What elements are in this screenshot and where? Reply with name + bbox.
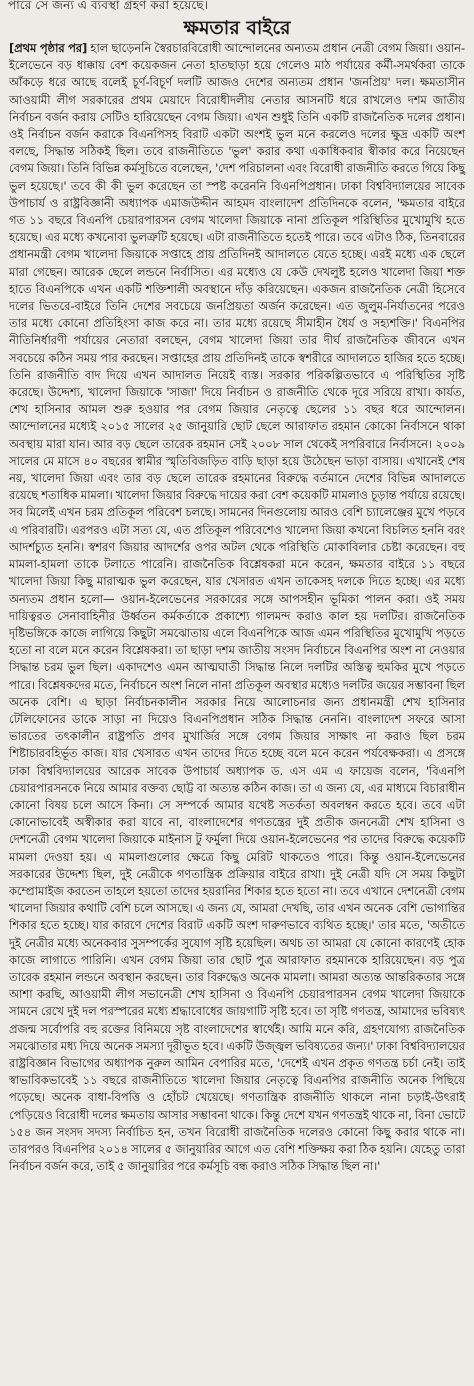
previous-article-last-line: পারে সে জন্য এ ব্যবস্থা গ্রহণ করা হয়েছে।: [8, 0, 208, 12]
previous-article-fragment: [0, 0, 474, 14]
continuation-tag: [প্রথম পৃষ্ঠার পর]: [9, 41, 88, 55]
article-body: [9, 40, 465, 1175]
article-headline: ক্ষমতার বাইরে: [183, 17, 291, 39]
article-paragraph: [9, 40, 465, 1175]
article-text: হাল ছাড়েননি স্বৈরচারবিরোধী আন্দোলনের অন্যতম প্রধান নেত্রী বেগম জিয়া। ওয়ান-ইলেভেনে বড় ধাক্কায় বেশ কয়েকজন নেতা হাতছাড়া হয়ে গেলেও মাঠ পর্যায়ের কর্মী-সমর্থকরা তাকে আঁকড়ে ধরে আছে বলেই চূর্ণ-বিচূর্ণ দলটি আজও দেশের অন্যতম প্রধান 'জনপ্রিয়' দল। ক্ষমতাসীন আওয়ামী লীগ সরকারের প্রথম মেয়াদে বিরোধীদলীয় নেতার আসনটি ধরে রাখলেও দশম জাতীয় নির্বাচন বর্জন করায় সেটিও হারিয়েছেন বেগম জিয়া। এখন শুধুই তিনি একটি রাজনৈতিক দলের প্রধান। ওই নির্বাচন বর্জন করাকে বিএনপিসহ বিরাট একটা অংশই ভুল মনে করলেও দলের ক্ষুদ্র একটি অংশ বলছে, সিদ্ধান্ত সঠিকই ছিল। তবে রাজনীতিতে 'ভুল' করার কথা একাধিকবার স্বীকার করে নিয়েছেন বেগম জিয়া। তিনি বিভিন্ন কর্মসূচিতে বলেছেন, 'দেশ পরিচালনা এবং বিরোধী রাজনীতি করতে গিয়ে কিছু ভুল হয়েছে।' তবে কী কী ভুল করেছেন তা স্পষ্ট করেননি বিএনপিপ্রধান। ঢাকা বিশ্ববিদ্যালয়ের সাবেক উপাচার্য ও রাষ্ট্রবিজ্ঞানী অধ্যাপক এমাজউদ্দীন আহমদ বাংলাদেশ প্রতিদিনকে বলেন, 'ক্ষমতার বাইরে গত ১১ বছরে বিএনপি চেয়ারপারসন বেগম খালেদা জিয়াকে নানা প্রতিকূল পরিস্থিতির মুখোমুখি হতে হয়েছে। এর মধ্যে কখনোবা ভুলত্রুটি হয়েছে। এটা রাজনীতিতে হতেই পারে। তবে এটাও ঠিক, তিনবারের প্রধানমন্ত্রী বেগম খালেদা জিয়াকে সপ্তাহে প্রায় প্রতিদিনই আদালতে যেতে হচ্ছে। এরই মধ্যে এক ছেলে মারা গেছেন। আরেক ছেলে লন্ডনে নির্বাসিত। এর মধ্যেও যে কেউ দেখলুষ্ট হলেও খালেদা জিয়া শক্ত হাতে বিএনপিকে এখন একটি শক্তিশালী অবস্থানে দাঁড় করিয়েছেন। একজন রাজনৈতিক নেত্রী হিসেবে দলের ভিতরে-বাইরে তিনি দেশের সবচেয়ে জনপ্রিয়তা অর্জন করেছেন। এত জুলুম-নির্যাতনের পরেও তার মধ্যে কোনো প্রতিহিংসা কাজ করে না। তার মধ্যে রয়েছে সীমাহীন ধৈর্য ও সহ্যশক্তি।' বিএনপির নীতিনির্ধারণী পর্যায়ের নেতারা বলছেন, বেগম খালেদা জিয়া তার দীর্ঘ রাজনৈতিক জীবনে এখন সবচেয়ে কঠিন সময় পার করছেন। সপ্তাহের প্রায় প্রতিদিনই তাকে স্বশরীরে আদালতে হাজির হতে হচ্ছে। তিনি রাজনীতি বাদ দিয়ে এখন আদালত নিয়েই ব্যস্ত। সরকার পরিকল্পিতভাবে এ পরিস্থিতির সৃষ্টি করেছে। উদ্দেশ্য, খালেদা জিয়াকে 'সাজা' দিয়ে নির্বাচন ও রাজনীতি থেকে দূরে সরিয়ে রাখা। কার্যত, শেখ হাসিনার আমল শুরু হওয়ার পর বেগম জিয়ার নেতৃত্বে ছেলের ১১ বছর ধরে আন্দোলন। আন্দোলনের মধ্যেই ২০১৫ সালের ২৫ জানুয়ারি ছোট ছেলে আরাফাত রহমান কোকো নির্বাসনে থাকা অবস্থায় মারা যান। আর বড় ছেলে তারেক রহমান সেই ২০০৮ সাল থেকেই সপরিবারে নির্বাসনে। ২০০৯ সালের মে মাসে ৪০ বছরের স্বামীর স্মৃতিবিজড়িত বাড়ি ছাড়া হয়ে উঠেছেন ভাড়া বাসায়। এখানেই শেষ নয়, খালেদা জিয়া এবং তার বড় ছেলে তারেক রহমানের বিরুদ্ধে বর্তমানে দেশের বিভিন্ন আদালতে রয়েছে শতাধিক মামলা। খালেদা জিয়ার বিরুদ্ধে দায়ের করা বেশ কয়েকটি মামলাও চূড়ান্ত পর্যায়ে রয়েছে। সব মিলেই এখন চরম প্রতিকূল পরিবেশ চলছে। সামনের দিনগুলোয় আরও বেশি চ্যালেঞ্জের মুখে পড়বে এ পরিবারটি। এরপরও এটা সত্য যে, এত প্রতিকূল পরিবেশেও খালেদা জিয়া কখনো বিচলিত হননি বরং আদর্শচ্যুত হননি। স্বশরণ জিয়ার আদর্শের ওপর অটল থেকে পরিস্থিতি মোকাবিলার চেষ্টা করেছেন। বহু মামলা-হামলা তাকে টলাতে পারেনি। রাজনৈতিক বিশ্লেষকরা মনে করেন, ক্ষমতার বাইরে ১১ বছরে খালেদা জিয়া কিছু মারাত্মক ভুল করেছেন, যার খেসারত এখন তাকেসহ দলকে দিতে হচ্ছে। এর মধ্যে অন্যতম প্রধান হলো— ওয়ান-ইলেভেনের সরকারের সঙ্গে আপসহীন ভূমিকা পালন করা। ওই সময় দায়িত্বরত সেনাবাহিনীর উর্ধ্বতন কর্মকর্তাকে প্রকাশ্যে গালমন্দ করাও কাল হয় দলটির। রাজনৈতিক দৃষ্টিভঙ্গিকে কাজে লাগিয়ে কিছুটা সমঝোতায় এলে বিএনপিকে আজ এমন পরিস্থিতির মুখোমুখি পড়তে হতো না বলে মনে করেন বিশ্লেষকরা। তা ছাড়া দশম জাতীয় সংসদ নির্বাচনে বিএনপির অংশ না নেওয়ার সিদ্ধান্ত চরম ভুল ছিল। একাদশেও এমন আত্মঘাতী সিদ্ধান্ত নিলে দলটির অস্তিত্ব হুমকির মুখে পড়তে পারে। বিশ্লেষকদের মতে, নির্বাচনে অংশ নিলে নানা প্রতিকূল অবস্থার মধ্যেও দলটির জয়ের সম্ভাবনা ছিল অনেক বেশি। এ ছাড়া নির্বাচনকালীন সরকার নিয়ে আলোচনার জন্য প্রধানমন্ত্রী শেখ হাসিনার টেলিফোনের ডাকে সাড়া না দিয়েও বিএনপিপ্রধান সঠিক সিদ্ধান্ত নেননি। বাংলাদেশ সফরে আসা ভারতের তৎকালীন রাষ্ট্রপতি প্রণব মুখার্জির সঙ্গে বেগম জিয়ার সাক্ষাৎ না করাও ছিল চরম শিষ্টাচারবহির্ভূত কাজ। যার খেসারত এখন তাদের দিতে হচ্ছে বলে মনে করেন পর্যবেক্ষকরা। এ প্রসঙ্গে ঢাকা বিশ্ববিদ্যালয়ের আরেক সাবেক উপাচার্য অধ্যাপক ড. এস এম এ ফায়েজ বলেন, 'বিএনপি চেয়ারপারসনকে নিয়ে আমার বক্তব্য ছোট্ট বা অত্যন্ত কঠিন কাজ। তা এ জন্য যে, এর মাধ্যমে বিচারাধীন কোনো বিষয় চলে আসে কিনা। সে সম্পর্কে আমার যথেষ্ট সতর্কতা অবলম্বন করতে হবে। তবে এটা কোনোভাবেই অস্বীকার করা যাবে না, বাংলাদেশের গণতন্ত্রের দুই প্রতীক জননেত্রী শেখ হাসিনা ও দেশনেত্রী বেগম খালেদা জিয়াকে মাইনাস টু ফর্মুলা দিয়ে ওয়ান-ইলেভেনের পর তাদের বিরুদ্ধে কয়েকটি মামলা দেওয়া হয়। এ মামলাগুলোর ক্ষেত্রে কিছু মেরিট থাকতেও পারে। কিন্তু ওয়ান-ইলেভেনের সরকারের উদ্দেশ্য ছিল, দুই নেত্রীকে গণতান্ত্রিক প্রক্রিয়ার বাইরে রাখা। দুই নেত্রী যদি সে সময় কিছুটা কম্প্রোমাইজ করতেন তাহলে হয়তো তাদের হয়রানির শিকার হতে হতো না। তবে এখানে দেশনেত্রী বেগম খালেদা জিয়ার কথাটি বেশি চলে আসছে। এ জন্য যে, আমরা দেখছি, তার এখন অনেক বেশি ভোগান্তির শিকার হতে হচ্ছে। যার কারণে দেশের বিরাট একটি অংশ দারুণভাবে ব্যথিত হচ্ছে।' তার মতে, 'অতীতে দুই নেত্রীর মধ্যে অনেকবার সুসম্পর্কের সুযোগ সৃষ্টি হয়েছিল। অথচ তা আমরা যে কোনো কারণেই হোক কাজে লাগাতে পারিনি। এখন বেগম জিয়া তার ছোট পুত্র আরাফাত রহমানকে হারিয়েছেন। বড় পুত্র তারেক রহমান লন্ডনে অবস্থান করছেন। তার বিরুদ্ধেও অনেক মামলা। আমরা অত্যন্ত আন্তরিকতার সঙ্গে আশা করছি, আওয়ামী লীগ সভানেত্রী শেখ হাসিনা ও বিএনপি চেয়ারপারসন বেগম খালেদা জিয়াকে সামনে রেখে দুই দল পরস্পরের মধ্যে শ্রদ্ধাবোধের জায়গাটি সৃষ্টি হবে। তা সৃষ্টি গণতন্ত্র, আমাদের ভবিষ্যৎ প্রজন্ম সর্বোপরি বহু রক্তের বিনিময়ে সৃষ্ট বাংলাদেশের স্বার্থেই। আমি মনে করি, গ্রহণযোগ্য রাজনৈতিক সমঝোতার মধ্য দিয়ে অনেক সমস্যা দূরীভূত হবে। একটি উজ্জ্বল ভবিষ্যতের জন্য।' ঢাকা বিশ্ববিদ্যালয়ের রাষ্ট্রবিজ্ঞান বিভাগের অধ্যাপক নুরুল আমিন বেপারির মতে, 'দেশেই এখন প্রকৃত গণতন্ত্র চর্চা নেই। তাই স্বাভাবিকভাবেই ১১ বছরে রাজনীতিতে খালেদা জিয়ার নেতৃত্বে বিএনপির রাজনীতি অনেক পিছিয়ে পড়েছে। অনেক বাধা-বিপত্তি ও হোঁচট খেয়েছে। গণতান্ত্রিক রাজনীতি থাকলে নানা চড়াই-উৎরাই পেড়িয়েও বিরোধী দলের ক্ষমতায় আসার সম্ভাবনা থাকে। কিন্তু দেশে যখন গণতন্ত্রই থাকে না, বিনা ভোটে ১৫৪ জন সংসদ সদস্য নির্বাচিত হন, তখন বিরোধী রাজনৈতিক দলেরও কোনো কিছু করার থাকে না। তারপরও বিএনপির ২০১৪ সালের ৫ জানুয়ারির আগে এত বেশি শক্তিক্ষয় করা ঠিক হয়নি। যেহেতু তারা নির্বাচন বর্জন করে, তাই ৫ জানুয়ারির পরে কর্মসূচি বন্ধ করাও সঠিক সিদ্ধান্ত ছিল না।': [9, 41, 465, 1174]
